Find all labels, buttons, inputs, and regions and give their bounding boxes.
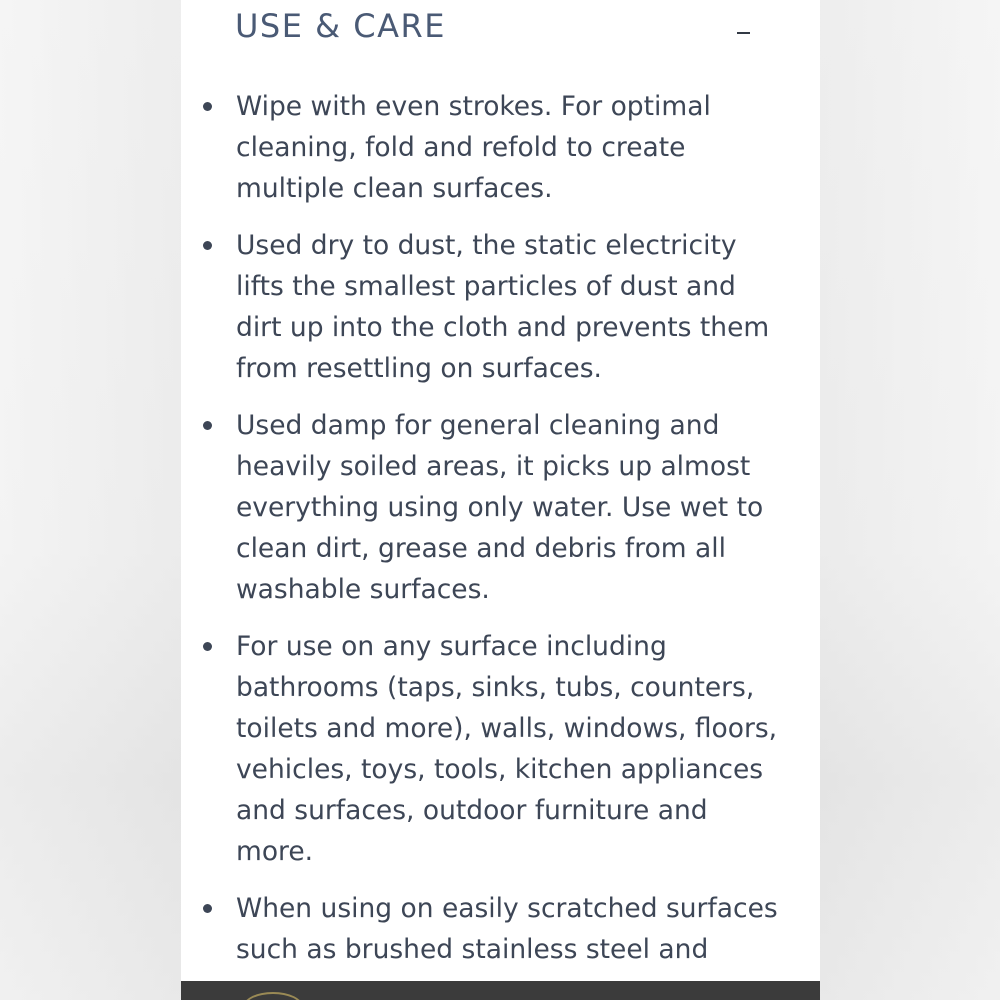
- list-item: [181, 626, 820, 872]
- bullet-icon: [203, 642, 212, 651]
- bullet-icon: [203, 904, 212, 913]
- background-left: [0, 0, 181, 1000]
- collapse-toggle-button[interactable]: [729, 10, 759, 50]
- list-item-text: For use on any surface including bathrooms (taps, sinks, tubs, counters, toilets and more), walls, windows, floors, vehicles, toys, tools, kitchen appliances and surfaces, outdoor furniture and more.: [236, 631, 778, 867]
- bullet-icon: [203, 102, 212, 111]
- logo-icon: [243, 992, 303, 1000]
- footer-bar: [181, 981, 820, 1000]
- list-item-text: Wipe with even strokes. For optimal cleaning, fold and refold to create multiple clean surfaces.: [236, 91, 711, 204]
- list-item: [181, 86, 820, 209]
- list-item: [181, 225, 820, 389]
- accordion-header[interactable]: [181, 0, 820, 60]
- list-item: [181, 888, 820, 970]
- background-right: [819, 0, 1000, 1000]
- minus-icon: [737, 32, 750, 34]
- list-item-text: Used damp for general cleaning and heavily soiled areas, it picks up almost everything using only water. Use wet to clean dirt, grease and debris from all washable surfaces.: [236, 410, 764, 605]
- bullet-icon: [203, 421, 212, 430]
- bullet-icon: [203, 241, 212, 250]
- care-instructions-list: [181, 86, 820, 970]
- accordion-content: [181, 86, 820, 986]
- list-item: [181, 405, 820, 610]
- use-care-panel: [181, 0, 820, 1000]
- list-item-text: When using on easily scratched surfaces such as brushed stainless steel and: [236, 893, 778, 965]
- list-item-text: Used dry to dust, the static electricity lifts the smallest particles of dust and dirt up into the cloth and prevents them from resettling on surfaces.: [236, 230, 770, 384]
- section-title: USE & CARE: [235, 7, 446, 45]
